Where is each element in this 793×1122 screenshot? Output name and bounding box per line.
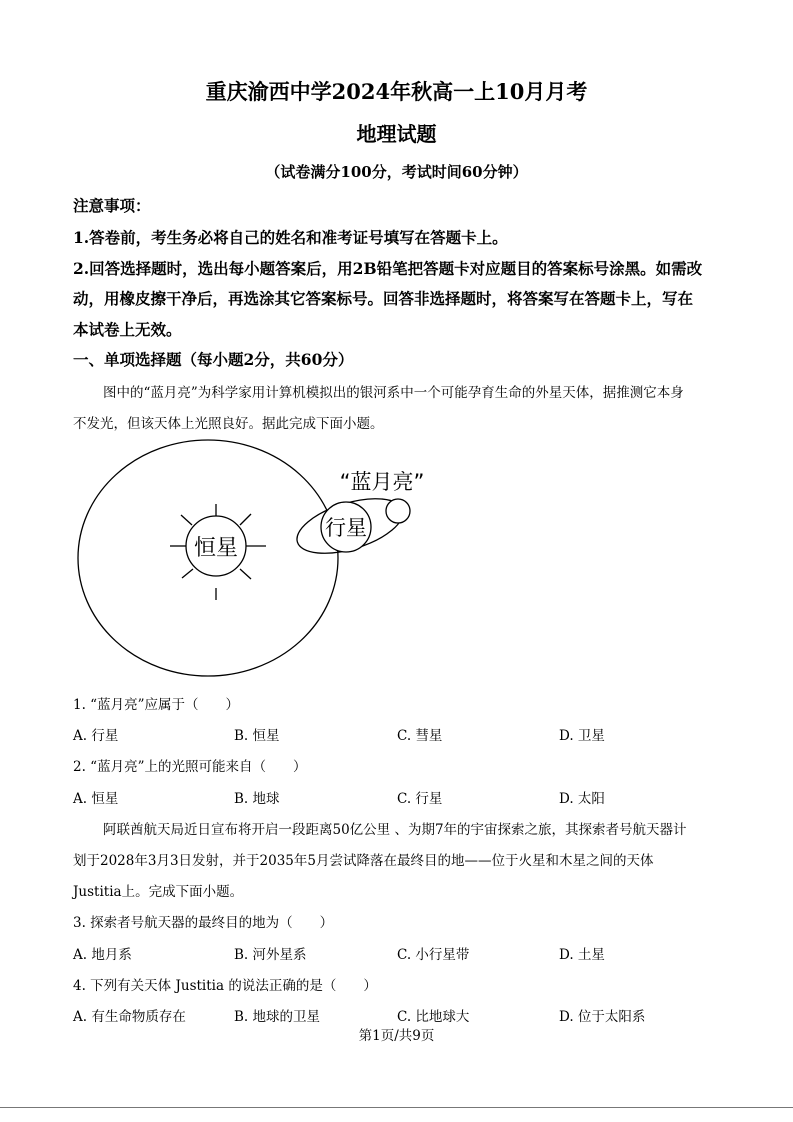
question-3-option-d: D. 土星 xyxy=(559,947,605,963)
notice-item-2-line-2: 动，用橡皮擦干净后，再选涂其它答案标号。回答非选择题时，将答案写在答题卡上，写在 xyxy=(73,289,694,308)
question-4-option-c: C. 比地球大 xyxy=(397,1009,470,1025)
planet-label: 行星 xyxy=(325,516,367,540)
question-1-option-d: D. 卫星 xyxy=(559,728,605,744)
passage-2-line-1: 阿联酋航天局近日宣布将开启一段距离50亿公里 、为期7年的宇宙探索之旅，其探索者号航天器计 xyxy=(103,822,687,838)
question-2-option-b: B. 地球 xyxy=(234,791,280,807)
notice-heading: 注意事项： xyxy=(73,196,151,215)
exam-title: 重庆渝西中学2024年秋高一上10月月考 xyxy=(205,79,588,104)
question-4-option-d: D. 位于太阳系 xyxy=(559,1009,646,1025)
moon-circle xyxy=(386,499,410,523)
star-label: 恒星 xyxy=(193,536,239,561)
question-3-option-a: A. 地月系 xyxy=(73,947,132,963)
orbit-diagram xyxy=(70,436,460,688)
page-bottom-rule xyxy=(0,1107,793,1108)
exam-subject: 地理试题 xyxy=(356,122,437,146)
passage-1-line-2: 不发光，但该天体上光照良好。据此完成下面小题。 xyxy=(73,416,384,432)
question-1-stem: 1. “蓝月亮”应属于（ ） xyxy=(73,697,239,713)
question-1-option-a: A. 行星 xyxy=(73,728,119,744)
passage-1-line-1: 图中的“蓝月亮”为科学家用计算机模拟出的银河系中一个可能孕育生命的外星天体，据推测它本身 xyxy=(103,385,684,401)
question-4-option-b: B. 地球的卫星 xyxy=(234,1009,321,1025)
question-3-stem: 3. 探索者号航天器的最终目的地为（ ） xyxy=(73,915,334,931)
question-2-stem: 2. “蓝月亮”上的光照可能来自（ ） xyxy=(73,759,307,775)
question-2-option-a: A. 恒星 xyxy=(73,791,119,807)
section-heading: 一、单项选择题（每小题2分，共60分） xyxy=(73,350,354,369)
exam-info: （试卷满分100分，考试时间60分钟） xyxy=(265,163,528,181)
passage-2-line-2: 划于2028年3月3日发射，并于2035年5月尝试降落在最终目的地——位于火星和木星之间的天体 xyxy=(73,853,654,869)
notice-item-2-line-3: 本试卷上无效。 xyxy=(73,320,182,339)
question-3-option-b: B. 河外星系 xyxy=(234,947,307,963)
question-2-option-d: D. 太阳 xyxy=(559,791,605,807)
question-4-stem: 4. 下列有关天体 Justitia 的说法正确的是（ ） xyxy=(73,978,377,994)
question-1-option-c: C. 彗星 xyxy=(397,728,443,744)
question-2-option-c: C. 行星 xyxy=(397,791,443,807)
moon-label: “蓝月亮” xyxy=(339,470,425,494)
notice-item-2-line-1: 2.回答选择题时，选出每小题答案后，用2B铅笔把答题卡对应题目的答案标号涂黑。如需改 xyxy=(73,259,703,278)
notice-item-1: 1.答卷前，考生务必将自己的姓名和准考证号填写在答题卡上。 xyxy=(73,228,508,247)
question-4-option-a: A. 有生命物质存在 xyxy=(73,1009,186,1025)
question-1-option-b: B. 恒星 xyxy=(234,728,280,744)
question-3-option-c: C. 小行星带 xyxy=(397,947,470,963)
page-number: 第1页/共9页 xyxy=(358,1028,435,1044)
passage-2-line-3: Justitia上。完成下面小题。 xyxy=(73,884,244,900)
